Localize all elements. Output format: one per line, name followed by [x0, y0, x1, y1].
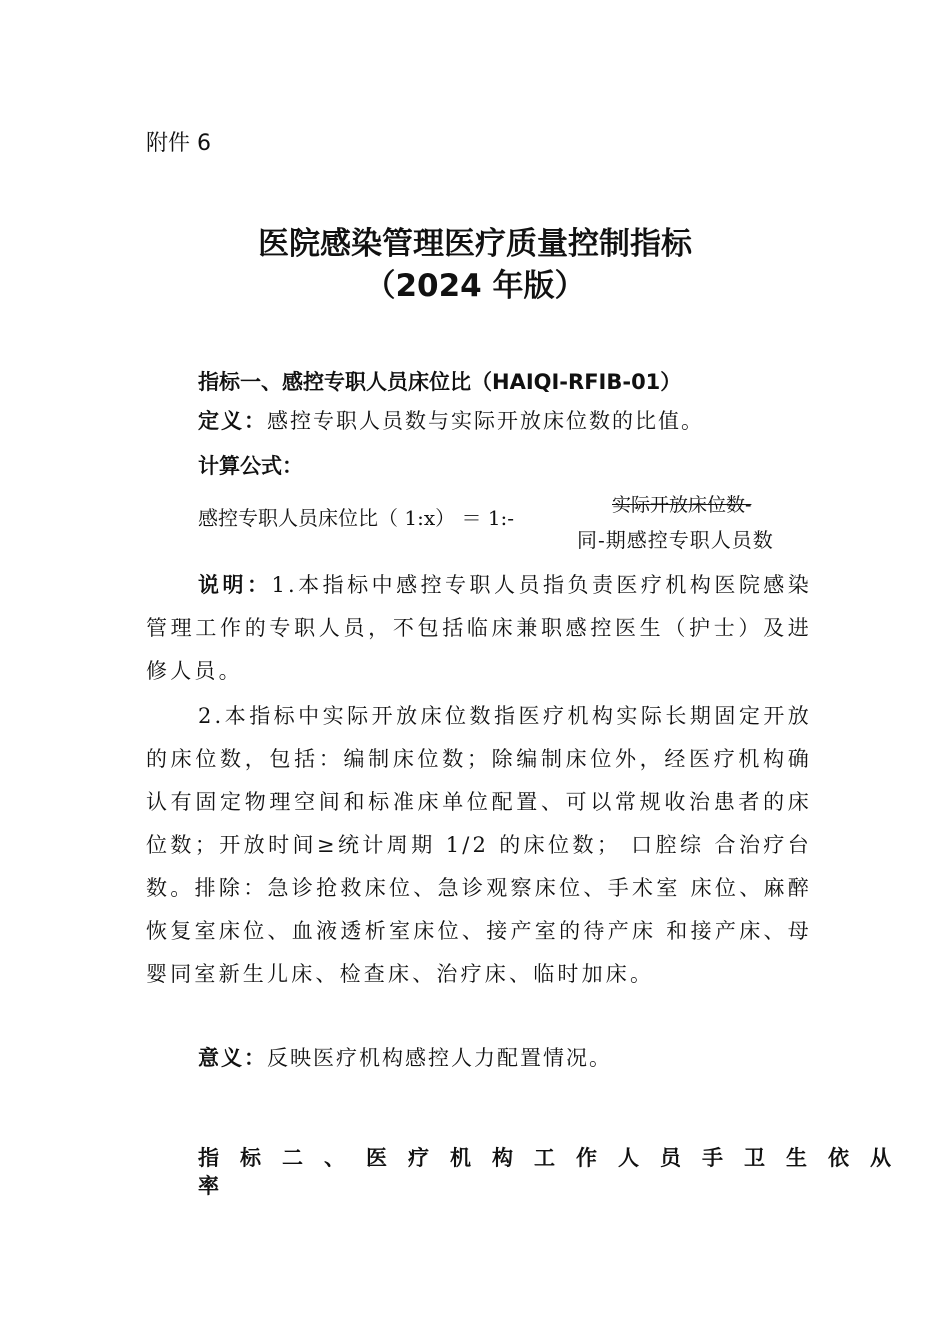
- attachment-label: 附件 6: [146, 131, 211, 156]
- meaning-text: 反映医疗机构感控人力配置情况。: [267, 1046, 612, 1070]
- definition-text: 感控专职人员数与实际开放床位数的比值。: [267, 409, 704, 433]
- indicator1-heading: 指标一、感控专职人员床位比（HAIQI-RFIB-01）: [198, 370, 682, 394]
- document-subtitle: （2024 年版）: [364, 268, 586, 304]
- definition-line: [198, 405, 704, 435]
- indicator2-heading-line1: 指标二、医疗机构工作人员手卫生依从: [198, 1146, 912, 1170]
- indicator2-heading-line2: 率: [198, 1174, 219, 1198]
- note-paragraph-2: 2.本指标中实际开放床位数指医疗机构实际长期固定开放的床位数，包括：编制床位数；除编制床位外，经医疗机构确认有固定物理空间和标准床单位配置、可以常规收治患者的床位数；开放时间≥统计周期 1/2 的床位数； 口腔综 合治疗台数。排除：急诊抢救床位、急诊观察床位、手术室 床位、麻醉恢复室床位、血液透析室床位、接产室的待产床 和接产床、母婴同室新生儿床、检查床、治疗床、临时加床。: [146, 704, 812, 986]
- meaning-label: 意义：: [198, 1046, 267, 1070]
- meaning-line: [198, 1042, 612, 1072]
- note-1-text: 1.本指标中感控专职人员指负责医疗机构医院感染管理工作的专职人员，不包括临床兼职感控医生（护士）及进修人员。: [146, 573, 812, 683]
- formula-denominator: 同-期感控专职人员数: [577, 528, 774, 552]
- formula-numerator: 实际开放床位数-: [612, 494, 752, 516]
- note-paragraph-1: [146, 564, 812, 693]
- formula-label: 计算公式：: [198, 454, 303, 478]
- note-label: 说明：: [198, 573, 272, 597]
- definition-label: 定义：: [198, 409, 267, 433]
- document-title: 医院感染管理医疗质量控制指标: [258, 226, 692, 262]
- formula-lhs: 感控专职人员床位比（ 1:x） ＝ 1:-: [198, 506, 515, 530]
